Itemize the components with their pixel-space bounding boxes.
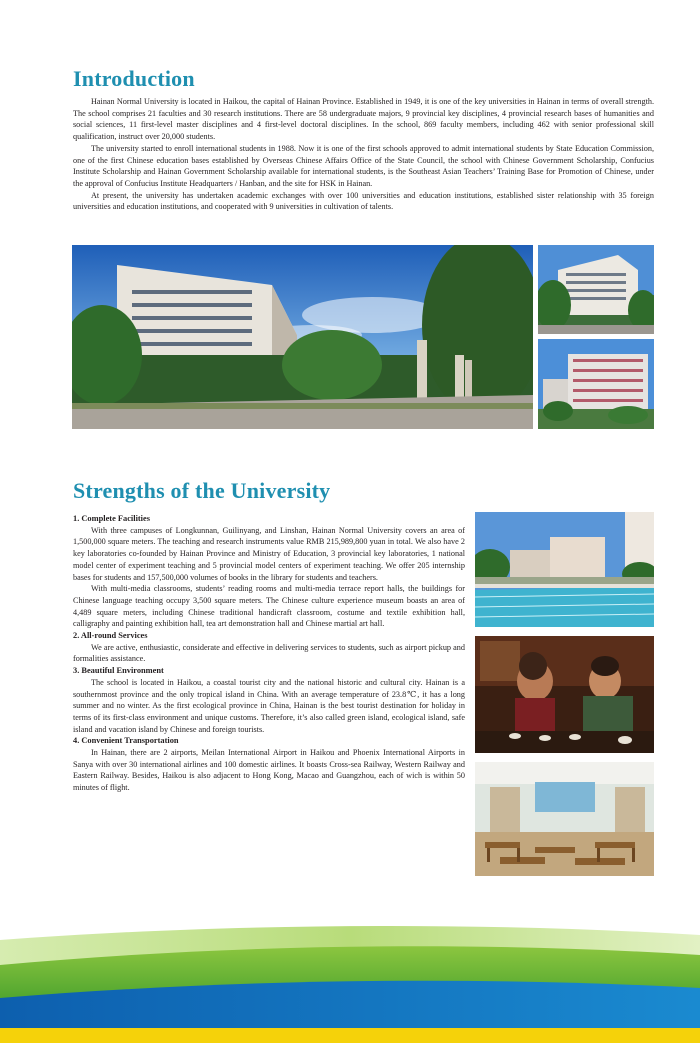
section-heading-environment: 3. Beautiful Environment [73, 666, 164, 676]
intro-paragraph-3: At present, the university has undertaken academic exchanges with over 100 universities and education institutions, established sister relationship with 35 foreign universities and education institutions, and cooperated with 9 universities in cultivation of talents. [73, 190, 654, 212]
campus-panorama-photo [72, 245, 533, 429]
campus-building-photo [538, 245, 654, 334]
decorative-bottom-band [0, 920, 700, 1043]
intro-body [73, 96, 654, 213]
section-heading-transportation: 4. Convenient Transportation [73, 736, 179, 746]
services-paragraph: We are active, enthusiastic, considerate and effective in delivering services to students, such as airport pickup and formalities assistance. [73, 642, 465, 664]
intro-title: Introduction [73, 66, 195, 91]
transportation-paragraph: In Hainan, there are 2 airports, Meilan International Airport in Haikou and Phoenix International Airports in Sanya with over 30 international airlines and 100 domestic airlines. It boasts Cross-sea Railway, Western Railway and Eastern Railway. Besides, Haikou is also adjacent to Hong Kong, Macao and Guangzhou, each of wich is within 50 minutes of flight. [73, 748, 465, 793]
section-heading-services: 2. All-round Services [73, 631, 148, 641]
facilities-paragraph-1: With three campuses of Longkunnan, Guilinyang, and Linshan, Hainan Normal University covers an area of 1,500,000 square meters. The teaching and research instruments value RMB 215,989,800 yuan in total. We also have 2 key laboratories co-founded by Hainan Province and Ministry of Education, 3 provincial key laboratories, 1 national model center of experiment teaching and 5 provincial model centers of experiment teaching. We offer 205 internship bases for students and 157,500,000 volumes of books in the library for students and teachers. [73, 525, 465, 582]
strengths-body [73, 513, 465, 794]
intro-paragraph-1: Hainan Normal University is located in Haikou, the capital of Hainan Province. Established in 1949, it is one of the key universities in Hainan in terms of overall strength. The school comprises 21 faculties and 30 research institutions. There are 58 undergraduate majors, 9 provincial key disciplines, 4 provincial research bases of humanities and social sciences, 11 first-level master disciplines and 4 first-level doctoral disciplines. In the school, 869 faculty members, including 462 with senior professional skill qualification, instruct over 20,000 students. [73, 97, 654, 142]
library-hall-photo [475, 762, 654, 876]
campus-tower-photo [538, 339, 654, 429]
intro-paragraph-2: The university started to enroll international students in 1988. Now it is one of the first schools approved to admit international students by State Education Commission, one of the first Chinese education bases established by Overseas Chinese Affairs Office of the State Council, the school with Chinese Government Scholarship, Confucius Institute Scholarship and Hainan Government Scholarship available for international students, is the Southeast Asian Teachers’ Training Base for Promotion of Chinese, under the approval of Confucius Institute Headquarters / Hanban, and the site for HSK in Hainan. [73, 143, 654, 188]
strengths-title: Strengths of the University [73, 478, 331, 503]
facilities-paragraph-2: With multi-media classrooms, students’ reading rooms and multi-media terrace report halls, the buildings for Chinese language teaching occupy 3,500 square meters. The Chinese culture experience museum boasts an area of 4,489 square meters, including Chinese traditional handicraft classroom, costume and textile exhibition hall, calligraphy and painting exhibition hall, tea art demonstration hall and Chinese martial art hall. [73, 584, 465, 629]
section-heading-facilities: 1. Complete Facilities [73, 514, 150, 523]
swimming-pool-photo [475, 512, 654, 627]
environment-paragraph: The school is located in Haikou, a coastal tourist city and the national historic and cultural city. Hainan is a southernmost province and the only tropical island in China. With an average temperature of 23.8℃, it has a long summer and no winter. As the first ecological province in China, Hainan is the best tourist destination for holiday in terms of its first-class environment and unique customs. Therefore, it’s also called green island, ecological island, safe island and vacation island by Chinese and foreign tourists. [73, 677, 465, 734]
tea-ceremony-photo [475, 636, 654, 753]
